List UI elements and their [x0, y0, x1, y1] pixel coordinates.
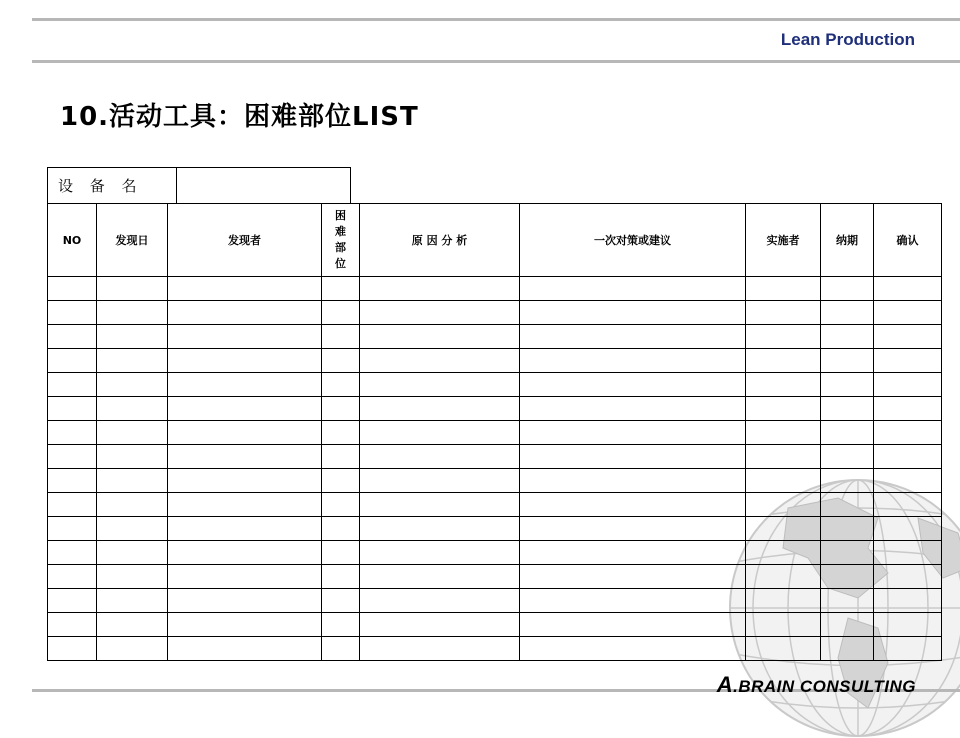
- table-cell[interactable]: [360, 469, 520, 493]
- table-cell[interactable]: [168, 301, 322, 325]
- table-cell[interactable]: [746, 613, 821, 637]
- col-header-confirm: 确认: [874, 204, 942, 277]
- table-cell[interactable]: [168, 349, 322, 373]
- col-header-cause-analysis: 原 因 分 析: [360, 204, 520, 277]
- table-cell[interactable]: [48, 589, 97, 613]
- table-row: [48, 373, 942, 397]
- table-cell[interactable]: [746, 325, 821, 349]
- table-cell[interactable]: [746, 637, 821, 661]
- table-row: [48, 613, 942, 637]
- table-cell[interactable]: [168, 445, 322, 469]
- table-cell[interactable]: [322, 349, 360, 373]
- table-cell[interactable]: [360, 301, 520, 325]
- table-cell[interactable]: [821, 373, 874, 397]
- brand-label: Lean Production: [780, 30, 915, 49]
- table-cell[interactable]: [520, 421, 746, 445]
- table-cell[interactable]: [874, 493, 942, 517]
- table-cell[interactable]: [168, 493, 322, 517]
- table-cell[interactable]: [322, 517, 360, 541]
- table-cell[interactable]: [48, 301, 97, 325]
- table-cell[interactable]: [360, 613, 520, 637]
- table-cell[interactable]: [48, 397, 97, 421]
- table-cell[interactable]: [360, 421, 520, 445]
- table-cell[interactable]: [746, 349, 821, 373]
- table-cell[interactable]: [874, 277, 942, 301]
- table-cell[interactable]: [821, 517, 874, 541]
- table-cell[interactable]: [821, 301, 874, 325]
- table-cell[interactable]: [520, 277, 746, 301]
- table-cell[interactable]: [97, 637, 168, 661]
- table-cell[interactable]: [48, 349, 97, 373]
- table-cell[interactable]: [360, 541, 520, 565]
- table-header-row: [48, 204, 942, 277]
- table-cell[interactable]: [821, 325, 874, 349]
- table-cell[interactable]: [360, 445, 520, 469]
- table-cell[interactable]: [322, 301, 360, 325]
- table-cell[interactable]: [874, 349, 942, 373]
- col-header-deadline: 纳期: [821, 204, 874, 277]
- table-cell[interactable]: [97, 493, 168, 517]
- table-cell[interactable]: [520, 325, 746, 349]
- table-row: [48, 469, 942, 493]
- table-row: [48, 589, 942, 613]
- table-cell[interactable]: [746, 397, 821, 421]
- table-cell[interactable]: [520, 613, 746, 637]
- table-cell[interactable]: [746, 589, 821, 613]
- table-cell[interactable]: [874, 541, 942, 565]
- table-cell[interactable]: [168, 373, 322, 397]
- table-row: [48, 541, 942, 565]
- table-cell[interactable]: [360, 397, 520, 421]
- table-cell[interactable]: [168, 421, 322, 445]
- vertical-char: 难: [335, 225, 346, 238]
- table-cell[interactable]: [821, 589, 874, 613]
- table-cell[interactable]: [360, 637, 520, 661]
- difficult-parts-table: [47, 203, 942, 661]
- table-cell[interactable]: [520, 565, 746, 589]
- table-cell[interactable]: [360, 277, 520, 301]
- table-cell[interactable]: [322, 493, 360, 517]
- table-cell[interactable]: [874, 373, 942, 397]
- table-cell[interactable]: [97, 613, 168, 637]
- table-row: [48, 397, 942, 421]
- table-cell[interactable]: [874, 565, 942, 589]
- table-cell[interactable]: [821, 445, 874, 469]
- table-cell[interactable]: [322, 565, 360, 589]
- equipment-name-table: [47, 167, 351, 204]
- table-cell[interactable]: [360, 373, 520, 397]
- table-cell[interactable]: [97, 301, 168, 325]
- table-row: [48, 637, 942, 661]
- header-divider: [32, 60, 960, 63]
- table-row: [48, 277, 942, 301]
- table-cell[interactable]: [520, 517, 746, 541]
- table-cell[interactable]: [322, 541, 360, 565]
- table-cell[interactable]: [746, 541, 821, 565]
- table-cell[interactable]: [168, 277, 322, 301]
- table-cell[interactable]: [520, 397, 746, 421]
- table-cell[interactable]: [520, 349, 746, 373]
- table-cell[interactable]: [97, 349, 168, 373]
- table-cell[interactable]: [746, 301, 821, 325]
- table-cell[interactable]: [520, 301, 746, 325]
- equipment-name-label: 设 备 名: [48, 168, 177, 204]
- col-header-difficult-part: [322, 204, 360, 277]
- table-cell[interactable]: [322, 277, 360, 301]
- table-cell[interactable]: [322, 445, 360, 469]
- table-cell[interactable]: [821, 349, 874, 373]
- table-cell[interactable]: [48, 445, 97, 469]
- equipment-name-field[interactable]: [177, 168, 351, 204]
- table-cell[interactable]: [322, 325, 360, 349]
- table-cell[interactable]: [48, 517, 97, 541]
- table-cell[interactable]: [821, 277, 874, 301]
- table-cell[interactable]: [874, 589, 942, 613]
- table-cell[interactable]: [97, 421, 168, 445]
- table-cell[interactable]: [168, 469, 322, 493]
- vertical-char: 困: [335, 209, 346, 222]
- table-cell[interactable]: [746, 445, 821, 469]
- table-cell[interactable]: [97, 469, 168, 493]
- col-header-implementer: 实施者: [746, 204, 821, 277]
- table-cell[interactable]: [322, 373, 360, 397]
- table-cell[interactable]: [520, 589, 746, 613]
- table-cell[interactable]: [48, 469, 97, 493]
- page-title: 10.活动工具：困难部位LIST: [60, 102, 419, 132]
- table-cell[interactable]: [821, 541, 874, 565]
- table-cell[interactable]: [746, 517, 821, 541]
- table-cell[interactable]: [874, 421, 942, 445]
- table-cell[interactable]: [168, 397, 322, 421]
- vertical-char: 部: [335, 241, 346, 254]
- table-cell[interactable]: [821, 397, 874, 421]
- table-cell[interactable]: [520, 373, 746, 397]
- table-row: [48, 493, 942, 517]
- table-cell[interactable]: [821, 637, 874, 661]
- table-cell[interactable]: [746, 373, 821, 397]
- table-cell[interactable]: [97, 373, 168, 397]
- table-cell[interactable]: [874, 637, 942, 661]
- vertical-char: 位: [335, 257, 346, 270]
- table-cell[interactable]: [874, 613, 942, 637]
- table-row: [48, 445, 942, 469]
- table-row: [48, 301, 942, 325]
- company-logo: A.BRAIN CONSULTING: [716, 672, 916, 697]
- table-cell[interactable]: [168, 565, 322, 589]
- table-cell[interactable]: [48, 565, 97, 589]
- table-cell[interactable]: [821, 469, 874, 493]
- col-header-finder: 发现者: [168, 204, 322, 277]
- table-cell[interactable]: [360, 325, 520, 349]
- table-cell[interactable]: [360, 589, 520, 613]
- table-cell[interactable]: [168, 613, 322, 637]
- table-cell[interactable]: [48, 493, 97, 517]
- table-cell[interactable]: [168, 325, 322, 349]
- table-row: [48, 517, 942, 541]
- table-cell[interactable]: [168, 637, 322, 661]
- table-cell[interactable]: [360, 349, 520, 373]
- table-cell[interactable]: [746, 565, 821, 589]
- table-cell[interactable]: [874, 301, 942, 325]
- table-cell[interactable]: [360, 565, 520, 589]
- table-cell[interactable]: [48, 325, 97, 349]
- table-cell[interactable]: [874, 325, 942, 349]
- table-cell[interactable]: [97, 565, 168, 589]
- table-cell[interactable]: [97, 277, 168, 301]
- table-cell[interactable]: [746, 421, 821, 445]
- table-cell[interactable]: [821, 493, 874, 517]
- table-cell[interactable]: [48, 373, 97, 397]
- table-cell[interactable]: [48, 613, 97, 637]
- table-cell[interactable]: [48, 637, 97, 661]
- table-cell[interactable]: [97, 397, 168, 421]
- table-cell[interactable]: [322, 637, 360, 661]
- table-row: [48, 421, 942, 445]
- table-cell[interactable]: [821, 613, 874, 637]
- table-row: [48, 565, 942, 589]
- table-cell[interactable]: [168, 517, 322, 541]
- table-cell[interactable]: [360, 517, 520, 541]
- table-cell[interactable]: [520, 637, 746, 661]
- table-cell[interactable]: [97, 589, 168, 613]
- table-row: [48, 325, 942, 349]
- table-cell[interactable]: [874, 517, 942, 541]
- table-cell[interactable]: [322, 421, 360, 445]
- col-header-found-date: 发现日: [97, 204, 168, 277]
- table-cell[interactable]: [746, 493, 821, 517]
- table-cell[interactable]: [48, 277, 97, 301]
- table-cell[interactable]: [746, 469, 821, 493]
- table-cell[interactable]: [520, 493, 746, 517]
- table-cell[interactable]: [322, 469, 360, 493]
- table-cell[interactable]: [97, 325, 168, 349]
- table-cell[interactable]: [322, 613, 360, 637]
- table-cell[interactable]: [97, 517, 168, 541]
- table-cell[interactable]: [821, 421, 874, 445]
- table-cell[interactable]: [97, 541, 168, 565]
- table-cell[interactable]: [874, 397, 942, 421]
- table-cell[interactable]: [520, 445, 746, 469]
- table-cell[interactable]: [821, 565, 874, 589]
- table-cell[interactable]: [97, 445, 168, 469]
- table-cell[interactable]: [360, 493, 520, 517]
- table-cell[interactable]: [520, 541, 746, 565]
- table-cell[interactable]: [168, 589, 322, 613]
- table-cell[interactable]: [168, 541, 322, 565]
- table-cell[interactable]: [322, 397, 360, 421]
- table-cell[interactable]: [48, 421, 97, 445]
- table-cell[interactable]: [48, 541, 97, 565]
- table-cell[interactable]: [874, 469, 942, 493]
- col-header-no: NO: [48, 204, 97, 277]
- table-cell[interactable]: [746, 277, 821, 301]
- table-cell[interactable]: [520, 469, 746, 493]
- col-header-countermeasure: 一次对策或建议: [520, 204, 746, 277]
- table-cell[interactable]: [874, 445, 942, 469]
- table-row: [48, 349, 942, 373]
- top-divider: [32, 18, 960, 21]
- table-cell[interactable]: [322, 589, 360, 613]
